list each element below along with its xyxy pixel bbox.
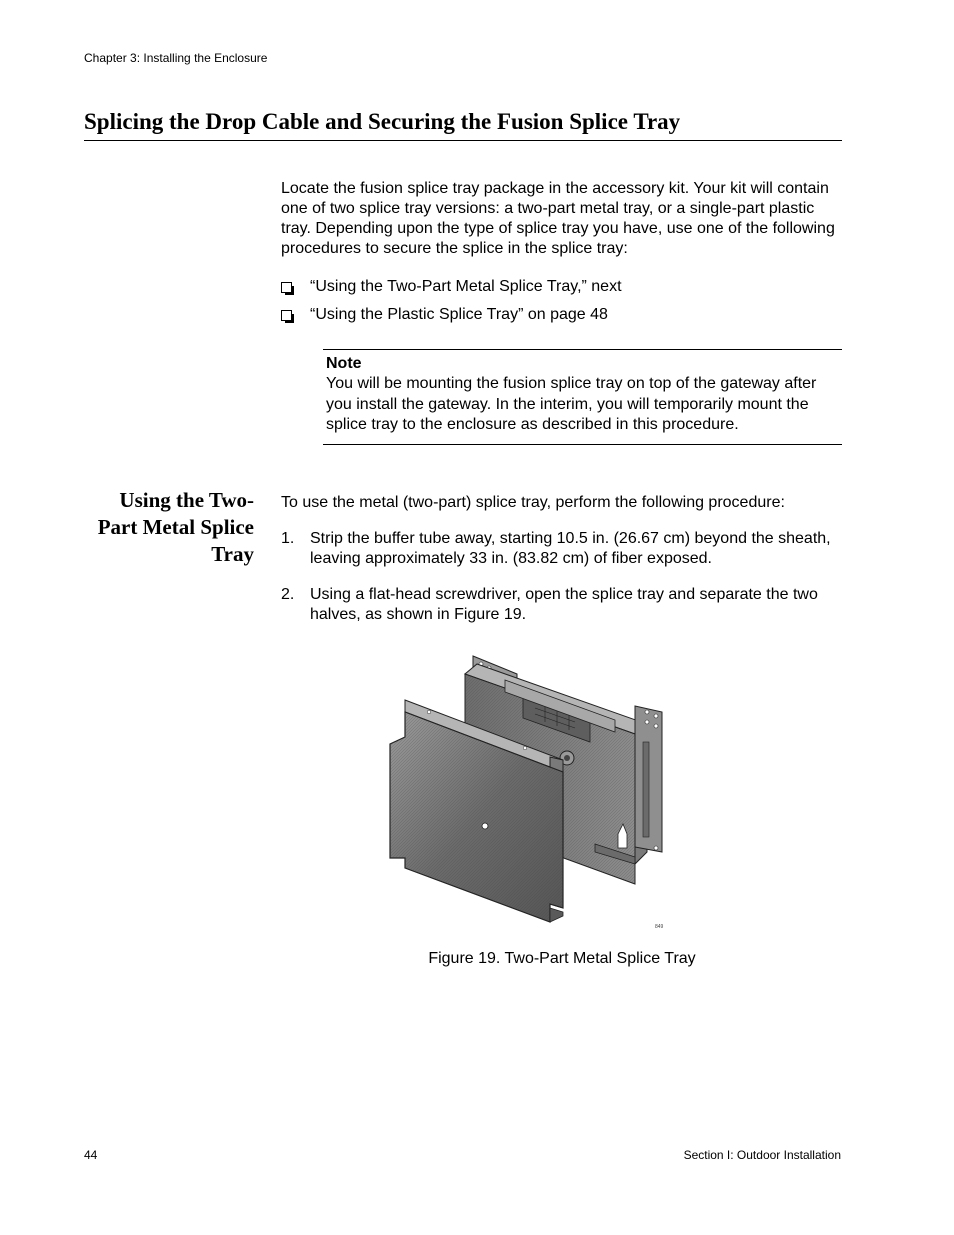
subsection-title: Using the Two-Part Metal Splice Tray (97, 488, 254, 566)
procedure-intro: To use the metal (two-part) splice tray, perform the following procedure: (281, 494, 785, 511)
running-head: Chapter 3: Installing the Enclosure (84, 51, 268, 65)
list-item (281, 277, 841, 297)
checkbox-bullet-icon (281, 282, 292, 293)
checkbox-bullet-icon (281, 310, 292, 321)
note-text: You will be mounting the fusion splice tray on top of the gateway after you install the gateway. In the interim, you will temporarily mount the splice tray to the enclosure as described in this procedure. (326, 375, 817, 433)
list-item-text[interactable]: “Using the Plastic Splice Tray” on page 48 (310, 306, 608, 323)
figure-id-label: 849 (655, 924, 664, 930)
list-item (281, 305, 841, 325)
step-item (281, 585, 843, 625)
intro-paragraph: Locate the fusion splice tray package in the accessory kit. Your kit will contain one of two splice tray versions: a two-part metal tray, or a single-part plastic tray. Depending upon the type of splice tray you have, use one of the following procedures to secure the splice in the splice tray: (281, 180, 835, 257)
step-item (281, 529, 843, 569)
step-text: Strip the buffer tube away, starting 10.5 in. (26.67 cm) beyond the sheath, leaving approximately 33 in. (83.82 cm) of fiber exposed. (310, 530, 831, 567)
title-rule (84, 140, 842, 141)
procedure-steps (281, 529, 843, 641)
page-number: 44 (84, 1148, 98, 1162)
note-box (323, 349, 842, 445)
step-text: Using a flat-head screwdriver, open the splice tray and separate the two halves, as shown in Figure 19. (310, 586, 818, 623)
section-title: Splicing the Drop Cable and Securing the Fusion Splice Tray (84, 109, 681, 134)
step-number: 2. (281, 586, 295, 603)
figure-caption: Figure 19. Two-Part Metal Splice Tray (428, 950, 696, 967)
splice-tray-illustration (385, 652, 670, 934)
list-item-text[interactable]: “Using the Two-Part Metal Splice Tray,” next (310, 278, 622, 295)
note-label: Note (326, 355, 362, 372)
step-number: 1. (281, 530, 295, 547)
procedure-list (281, 277, 841, 333)
footer-section-label: Section I: Outdoor Installation (683, 1148, 841, 1162)
